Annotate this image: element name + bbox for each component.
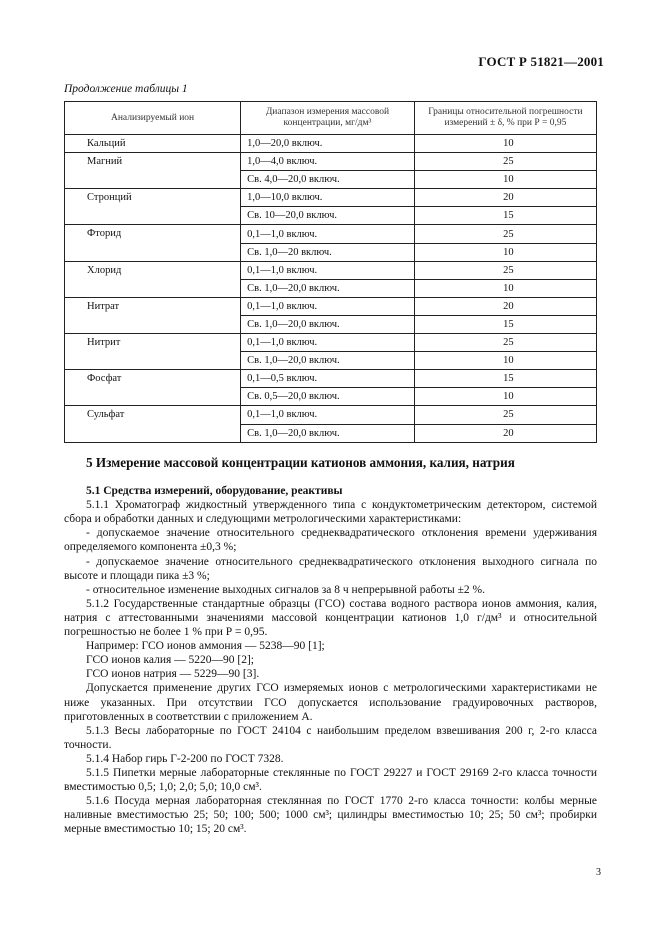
error-cell: 20 — [414, 297, 596, 315]
range-cell: 0,1—1,0 включ. — [241, 225, 415, 243]
error-cell: 10 — [414, 279, 596, 297]
paragraph: - допускаемое значение относительного среднеквадратического отклонения времени удерживания определяемого компонента ±0,3 %; — [64, 527, 597, 554]
header-range: Диапазон измерения массовой концентрации, мг/дм³ — [241, 102, 415, 135]
table-row — [65, 261, 597, 279]
range-cell: 1,0—4,0 включ. — [241, 153, 415, 171]
range-cell: 0,1—1,0 включ. — [241, 261, 415, 279]
error-cell: 15 — [414, 207, 596, 225]
range-cell: Св. 4,0—20,0 включ. — [241, 171, 415, 189]
table-row — [65, 370, 597, 388]
header-error: Границы относительной погрешности измерений ± δ, % при Р = 0,95 — [414, 102, 596, 135]
error-cell: 10 — [414, 388, 596, 406]
paragraph: Например: ГСО ионов аммония — 5238—90 [1]; — [86, 640, 325, 653]
paragraph: - относительное изменение выходных сигналов за 8 ч непрерывной работы ±2 %. — [86, 583, 485, 596]
ion-name-cell: Фторид — [65, 225, 241, 261]
ion-name-cell: Фосфат — [65, 370, 241, 406]
error-cell: 20 — [414, 424, 596, 442]
ion-name-cell: Сульфат — [65, 406, 241, 442]
table-row — [65, 135, 597, 153]
table-row — [65, 297, 597, 315]
range-cell: Св. 1,0—20 включ. — [241, 243, 415, 261]
range-cell: 0,1—1,0 включ. — [241, 406, 415, 424]
table-row — [65, 225, 597, 243]
ion-table — [64, 101, 597, 443]
range-cell: Св. 0,5—20,0 включ. — [241, 388, 415, 406]
paragraph: 5.1.5 Пипетки мерные лабораторные стеклянные по ГОСТ 29227 и ГОСТ 29169 2-го класса точности вместимостью 0,5; 1,0; 2,0; 5,0; 10,0 см³. — [64, 766, 597, 794]
range-cell: 1,0—10,0 включ. — [241, 189, 415, 207]
paragraph: 5.1.1 Хроматограф жидкостный утвержденного типа с кондуктометрическим детектором, системой сбора и обработки данных и следующими метрологическими характеристиками: — [64, 499, 597, 526]
ion-name-cell: Магний — [65, 153, 241, 189]
paragraph: 5.1.4 Набор гирь Г-2-200 по ГОСТ 7328. — [86, 752, 284, 765]
error-cell: 25 — [414, 334, 596, 352]
ion-name-cell: Нитрит — [65, 334, 241, 370]
section-5 — [64, 456, 597, 836]
range-cell: 1,0—20,0 включ. — [241, 135, 415, 153]
section-title: 5 Измерение массовой концентрации катионов аммония, калия, натрия — [86, 455, 515, 470]
paragraph: ГСО ионов натрия — 5229—90 [3]. — [86, 668, 260, 681]
document-header: ГОСТ Р 51821—2001 — [478, 54, 604, 69]
error-cell: 10 — [414, 171, 596, 189]
paragraph: ГСО ионов калия — 5220—90 [2]; — [86, 654, 254, 667]
header-ion: Анализируемый ион — [65, 102, 241, 135]
range-cell: Св. 1,0—20,0 включ. — [241, 279, 415, 297]
paragraph: 5.1.3 Весы лабораторные по ГОСТ 24104 с наибольшим пределом взвешивания 200 г, 2-го класса точности. — [64, 724, 597, 751]
ion-name-cell: Нитрат — [65, 297, 241, 333]
range-cell: Св. 1,0—20,0 включ. — [241, 352, 415, 370]
error-cell: 25 — [414, 406, 596, 424]
table-row — [65, 334, 597, 352]
error-cell: 25 — [414, 153, 596, 171]
error-cell: 15 — [414, 370, 596, 388]
ion-name-cell: Стронций — [65, 189, 241, 225]
paragraph: 5.1.6 Посуда мерная лабораторная стеклянная по ГОСТ 1770 2-го класса точности: колбы мерные наливные вместимостью 25; 50; 100; 500; 1000 см³; цилиндры вместимостью 10; 25; 50 см³; пробирки мерные вместимостью 10; 15; 20 см³. — [64, 795, 597, 836]
error-cell: 10 — [414, 352, 596, 370]
error-cell: 25 — [414, 225, 596, 243]
error-cell: 10 — [414, 135, 596, 153]
table-body — [65, 135, 597, 443]
ion-name-cell: Хлорид — [65, 261, 241, 297]
page-number: 3 — [596, 867, 601, 878]
range-cell: 0,1—1,0 включ. — [241, 334, 415, 352]
error-cell: 15 — [414, 315, 596, 333]
paragraph: Допускается применение других ГСО измеряемых ионов с метрологическими характеристиками не ниже указанных. При отсутствии ГСО допускается использование градуировочных растворов, приготовленных в соответствии с приложением А. — [64, 682, 597, 723]
range-cell: Св. 1,0—20,0 включ. — [241, 424, 415, 442]
paragraph: - допускаемое значение относительного среднеквадратического отклонения выходного сигнала по высоте и площади пика ±3 %; — [64, 555, 597, 582]
range-cell: 0,1—1,0 включ. — [241, 297, 415, 315]
subsection-title: 5.1 Средства измерений, оборудование, реактивы — [86, 485, 343, 498]
paragraph: 5.1.2 Государственные стандартные образцы (ГСО) состава водного раствора ионов аммония, калия, натрия с аттестованными значениями массовой концентрации катионов 1,0 г/дм³ и относительной погрешностью не более 1 % при Р = 0,95. — [64, 597, 597, 639]
error-cell: 20 — [414, 189, 596, 207]
error-cell: 10 — [414, 243, 596, 261]
error-cell: 25 — [414, 261, 596, 279]
table-row — [65, 189, 597, 207]
table-continuation-label: Продолжение таблицы 1 — [64, 83, 188, 95]
range-cell: 0,1—0,5 включ. — [241, 370, 415, 388]
table-row — [65, 153, 597, 171]
ion-name-cell: Кальций — [65, 135, 241, 153]
range-cell: Св. 1,0—20,0 включ. — [241, 315, 415, 333]
table-row — [65, 406, 597, 424]
table-header-row — [65, 102, 597, 135]
range-cell: Св. 10—20,0 включ. — [241, 207, 415, 225]
